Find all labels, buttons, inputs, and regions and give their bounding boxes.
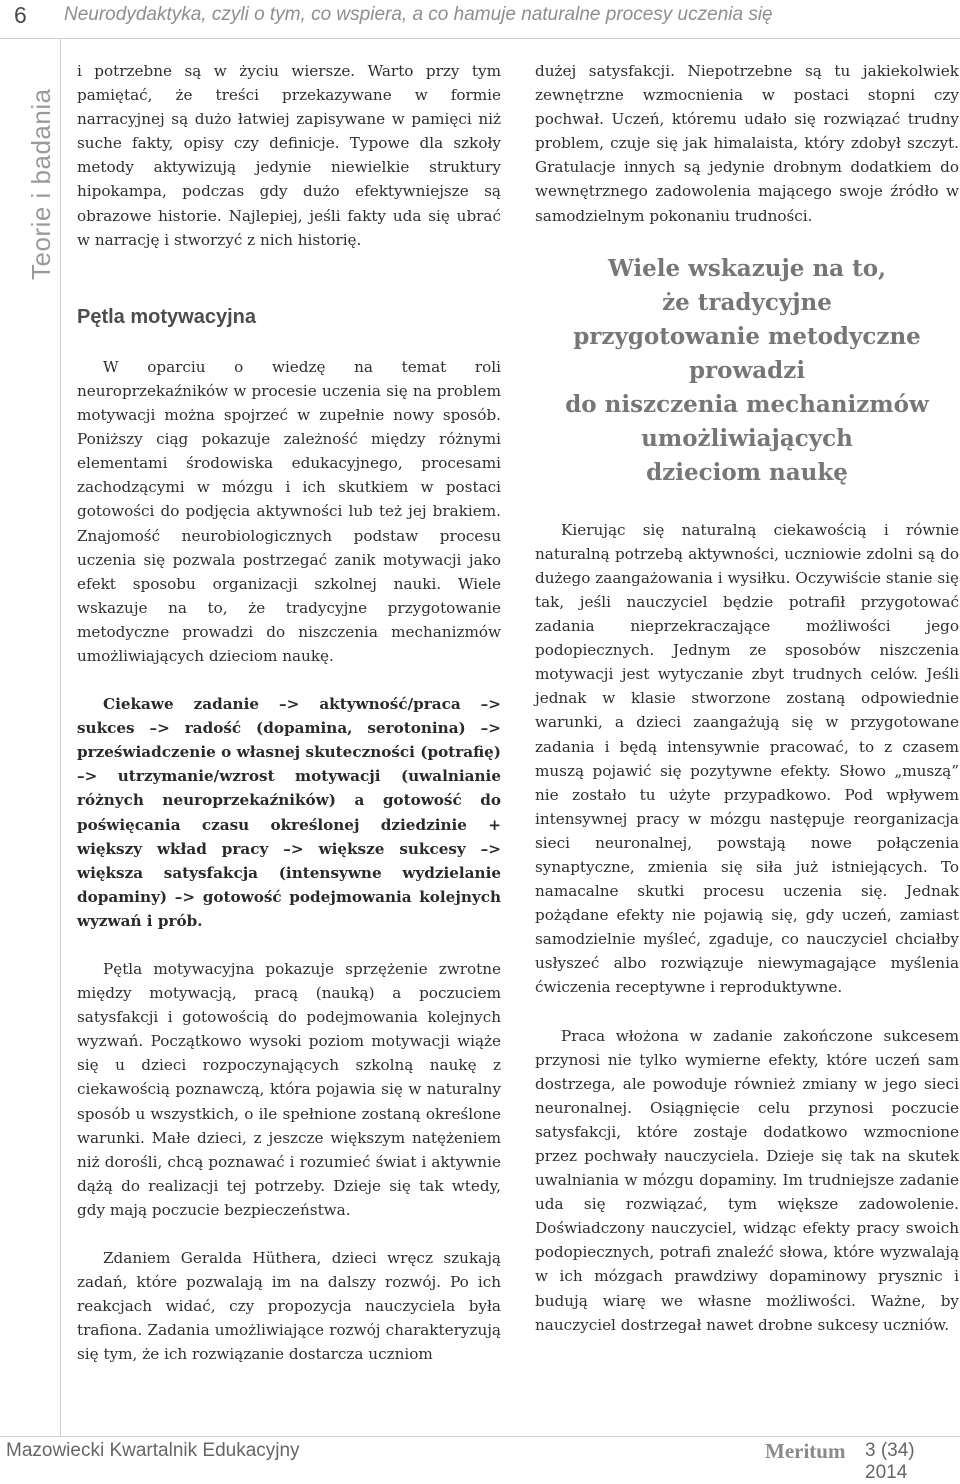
section-heading: Pętla motywacyjna	[77, 305, 256, 328]
brand-name: Meritum	[765, 1439, 846, 1463]
issue-number: 3 (34) 2014	[865, 1440, 915, 1483]
paragraph: Zdaniem Geralda Hüthera, dzieci wręcz szukają zadań, które pozwalają im na dalszy rozwój. Po ich reakcjach widać, czy propozycja nauczyciela była trafiona. Zadania umożliwiające rozwój charakteryzują się tym, że ich rozwiązanie dostarcza uczniom	[77, 1249, 501, 1364]
pull-quote-line: dzieciom naukę	[646, 458, 848, 486]
pull-quote-line: że tradycyjne	[662, 288, 832, 316]
section-label: Teorie i badania	[26, 88, 56, 280]
paragraph: W oparciu o wiedzę na temat roli neuroprzekaźników w procesie uczenia się na problem motywacji można spojrzeć w zupełnie nowy sposób. Poniższy ciąg pokazuje zależność między różnymi elementami środowiska edukacyjnego, procesami zachodzącymi w mózgu i ich skutkiem w postaci gotowości do podjęcia aktywności lub też jej brakiem. Znajomość neurobiologicznych podstaw procesu uczenia się pozwala postrzegać zanik motywacji jako efekt sposobu organizacji szkolnej nauki. Wiele wskazuje na to, że tradycyjne przygotowanie metodyczne prowadzi do niszczenia mechanizmów umożliwiających dzieciom naukę.	[77, 357, 501, 665]
pull-quote-line: prowadzi	[688, 356, 806, 384]
pull-quote-line: umożliwiających	[641, 424, 853, 452]
pull-quote	[535, 252, 959, 490]
page-number: 6	[14, 2, 27, 28]
left-column	[77, 59, 501, 1367]
right-column	[535, 59, 959, 1337]
pull-quote-line: przygotowanie metodyczne	[573, 322, 921, 350]
paragraph: Kierując się naturalną ciekawością i równie naturalną potrzebą aktywności, uczniowie zdolni są do dużego zaangażowania i wysiłku. Oczywiście stanie się tak, jeśli nauczyciel będzie potrafił przygotować zadania nieprzekraczające możliwości jego podopiecznych. Jednym ze sposobów niszczenia motywacji jest wytyczanie zbyt trudnych celów. Jeśli jednak w klasie stworzone zostaną odpowiednie warunki, a dzieci zaangażują się w przygotowane zadania i będą intensywnie pracować, to z czasem muszą pojawić się pozytywne efekty. Słowo „muszą” nie zostało tu użyte przypadkowo. Pod wpływem intensywnej pracy w mózgu następuje reorganizacja sieci neuronalnej, powstają nowe połączenia synaptyczne, zmienia się siła już istniejących. To namacalne skutki procesu uczenia się. Jednak pożądane efekty nie pojawią się, gdy uczeń, zamiast samodzielnie myśleć, zgaduje, co nauczyciel chciałby usłyszeć albo rozwiązuje niewymagające myślenia ćwiczenia receptywne i reproduktywne.	[535, 520, 959, 997]
intro-paragraph: i potrzebne są w życiu wiersze. Warto przy tym pamiętać, że treści przekazywane w formie narracyjnej są dużo łatwiej zapisywane w pamięci niż suche fakty, opisy czy definicje. Typowe dla szkoły metody aktywizują jedynie niewielkie struktury hipokampa, podczas gdy dużo efektywniejsze są obrazowe historie. Najlepiej, jeśli fakty uda się ubrać w narrację i stworzyć z nich historię.	[77, 62, 501, 249]
footer-divider	[0, 1436, 960, 1437]
motivation-chain: Ciekawe zadanie –> aktywność/praca –> sukces –> radość (dopamina, serotonina) –> przeświadczenie o własnej skuteczności (potrafię) –> utrzymanie/wzrost motywacji (uwalnianie różnych neuroprzekaźników) a gotowość do poświęcania czasu określonej dziedzinie + większy wkład pracy –> większe sukcesy –> większa satysfakcja (intensywne wydzielanie dopaminy) –> gotowość podejmowania kolejnych wyzwań i prób.	[77, 695, 501, 930]
paragraph: Pętla motywacyjna pokazuje sprzężenie zwrotne między motywacją, pracą (nauką) a poczuciem satysfakcji i gotowością do podejmowania kolejnych wyzwań. Początkowo wysoki poziom motywacji wiąże się u dzieci rozpoczynających szkolną naukę z ciekawością poznawczą, która pojawia się w naturalny sposób u wszystkich, o ile spełnione zostaną określone warunki. Małe dzieci, z jeszcze większym natężeniem niż dorośli, chcą poznawać i rozumieć świat i aktywnie dążą do realizacji tej potrzeby. Dzieje się tak wtedy, gdy mają poczucie bezpieczeństwa.	[77, 960, 501, 1219]
running-title: Neurodydaktyka, czyli o tym, co wspiera, a co hamuje naturalne procesy uczenia się	[64, 4, 773, 25]
pull-quote-line: do niszczenia mechanizmów	[565, 390, 929, 418]
intro-paragraph: dużej satysfakcji. Niepotrzebne są tu jakiekolwiek zewnętrzne wzmocnienia w postaci stopni czy pochwał. Uczeń, któremu udało się rozwiązać trudny problem, czuje się jak himalaista, który zdobył szczyt. Gratulacje innych są jedynie drobnym dodatkiem do wewnętrznego zadowolenia mającego swoje źródło w samodzielnym pokonaniu trudności.	[535, 62, 959, 225]
header-divider	[0, 38, 960, 39]
paragraph: Praca włożona w zadanie zakończone sukcesem przynosi nie tylko wymierne efekty, które uczeń sam dostrzega, ale powoduje również zmiany w jego sieci neuronalnej. Osiągnięcie celu przynosi poczucie satysfakcji, które zostaje dodatkowo wzmocnione przez pochwały nauczyciela. Dzieje się tak na skutek uwalniania w mózgu dopaminy. Im trudniejsze zadanie uda się rozwiązać, tym większe zadowolenie. Doświadczony nauczyciel, widząc efekty pracy swoich podopiecznych, potrafi znaleźć słowa, które wyzwalają w ich mózgach prawdziwy dopaminowy prysznic i budują wiarę we własne możliwości. Ważne, by nauczyciel dostrzegał nawet drobne sukcesy uczniów.	[535, 1026, 959, 1334]
magazine-name: Mazowiecki Kwartalnik Edukacyjny	[6, 1440, 300, 1461]
margin-divider	[60, 38, 61, 1436]
pull-quote-line: Wiele wskazuje na to,	[607, 254, 887, 282]
